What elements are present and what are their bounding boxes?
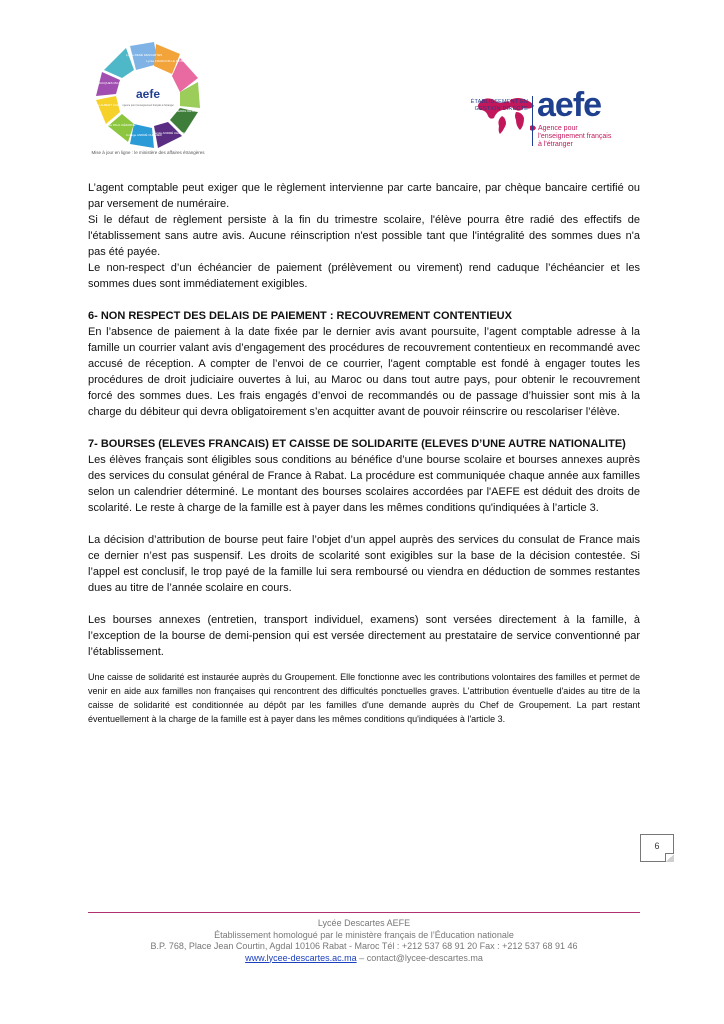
section-6-heading: 6- NON RESPECT DES DELAIS DE PAIEMENT : RECOUVREMENT CONTENTIEUX (88, 310, 512, 322)
flower-center-sub: Agence pour l'enseignement français à l'étranger (122, 104, 174, 107)
gestion-directe-label: ÉTABLISSEMENT EN GESTION DIRECTE (470, 99, 528, 112)
paragraph-recovery: En l’absence de paiement à la date fixée par le dernier avis avant poursuite, l’agent comptable adresse à la famille un courrier valant avis d’engagement des procédures de recouvrement contentieux en recommandé avec accusé de réception. A compter de l’envoi de ce courrier, l'agent comptable est fondé à engager toutes les procédures de droit judiciaire ouvertes à lui, au Maroc ou dans tout autre pays, pour obtenir le recouvrement forcé des sommes dues. Les frais engagés d’envoi de recommandés ou de passage d’huissier sont mis à la charge du débiteur qui devra obligatoirement s’en acquitter avant de pouvoir réinscrire ou rescolariser l’élève. (88, 326, 640, 418)
petal-label-1: Lycée RENÉ DESCARTES (125, 53, 163, 57)
aefe-tagline (538, 125, 611, 149)
aefe-tagline-1: Agence pour (538, 125, 578, 132)
contact-email[interactable]: contact@lycee-descartes.ma (366, 952, 483, 963)
petal-label-5: Collège ANDRÉ CHÉNIER (126, 133, 162, 137)
paragraph-payment-methods: L’agent comptable peut exiger que le règlement intervienne par carte bancaire, par chèque bancaire certifié ou par versement de numéraire. (88, 182, 640, 210)
petal-label-3: École PIERRE DE RONSARD (166, 109, 208, 113)
paragraph-solidarity-fund: Une caisse de solidarité est instaurée auprès du Groupement. Elle fonctionne avec les contributions volontaires des familles et permet de venir en aide aux familles non françaises qui rencontrent des difficultés ponctuelles graves. L'attribution éventuelle d'aides au titre de la caisse de solidarité est conditionnée au dépôt par les familles d'une demande auprès du Chef de Groupement. La part restant éventuellement à la charge de la famille est à payer dans les mêmes conditions qu'indiquées à l'article 3. (88, 672, 640, 724)
footer-homologation: Établissement homologué par le ministère français de l’Éducation nationale (214, 929, 514, 940)
page-number-box (640, 834, 674, 862)
petal-label-2: Lycée FRANCOIS LE MONTLIGNE (146, 59, 194, 63)
section-7-heading: 7- BOURSES (ELEVES FRANCAIS) ET CAISSE DE SOLIDARITE (ELEVES D’UNE AUTRE NATIONALITE) (88, 438, 626, 450)
paragraph-default-removal: Si le défaut de règlement persiste à la fin du trimestre scolaire, l'élève pourra être radié des effectifs de l'établissement sans autre avis. Aucune réinscription n'est possible tant que l'intégralité des sommes dues n'a pas été payée. (88, 214, 640, 258)
document-body (88, 180, 640, 726)
petal-label-6: École PAUL CÉZANNE (104, 123, 136, 127)
flower-center-label: aefe (135, 87, 161, 101)
petal-label-7: École ALBERT CAMUS (92, 103, 124, 107)
groupement-flower-logo (88, 40, 208, 162)
paragraph-scholarships: Les élèves français sont éligibles sous conditions au bénéfice d’une bourse scolaire et bourses annexes auprès des services du consulat général de France à Rabat. La procédure est communiquée chaque année aux familles selon un calendrier déterminé. Le montant des bourses scolaires accordées par l'AEFE est déduit des droits de scolarité. Le reste à charge de la famille est à payer dans les mêmes conditions qu'indiquées à l’article 3. (88, 454, 640, 514)
website-link[interactable]: www.lycee-descartes.ac.ma (245, 952, 357, 963)
footer (88, 918, 640, 964)
page-number: 6 (654, 841, 660, 851)
aefe-wordmark: aefe (537, 86, 602, 124)
petal-label-8: Centre JACQUES MAJORELLE (88, 81, 132, 85)
footer-address: B.P. 768, Place Jean Courtin, Agdal 10106 Rabat - Maroc Tél : +212 537 68 91 20 Fax : +212 537 68 91 46 (150, 941, 578, 951)
logo-divider (532, 96, 533, 146)
paragraph-annex-scholarships: Les bourses annexes (entretien, transport individuel, examens) sont versées directement à la famille, à l’exception de la bourse de demi-pension qui est versée directement au prestataire de service conventionné par l’établissement. (88, 614, 640, 658)
petal-label-4: École ANDRÉ CHÉNIER (154, 131, 188, 135)
page-fold-icon (665, 853, 674, 862)
footer-contact (88, 953, 640, 965)
paragraph-appeal: La décision d’attribution de bourse peut faire l’objet d’un appel auprès des services du consulat de France mais ce dernier n’est pas suspensif. Les droits de scolarité sont exigibles sur la base de la décision contestée. Si l’appel est conclusif, le trop payé de la famille lui sera remboursé ou viendra en déduction de sommes restantes dues au titre de l’année scolaire en cours. (88, 534, 640, 594)
footer-school-name: Lycée Descartes AEFE (317, 918, 411, 928)
aefe-tagline-3: à l'étranger (538, 141, 573, 148)
footer-rule (88, 912, 640, 913)
paragraph-schedule-breach: Le non-respect d’un échéancier de paiement (prélèvement ou virement) rend caduque l’échéancier et les sommes dues sont immédiatement exigibles. (88, 262, 640, 290)
footer-separator: – (356, 952, 367, 963)
left-logo-caption: Mise à jour en ligne : le ministère des affaires étrangères (91, 150, 205, 155)
aefe-tagline-2: l'enseignement français (538, 133, 612, 140)
